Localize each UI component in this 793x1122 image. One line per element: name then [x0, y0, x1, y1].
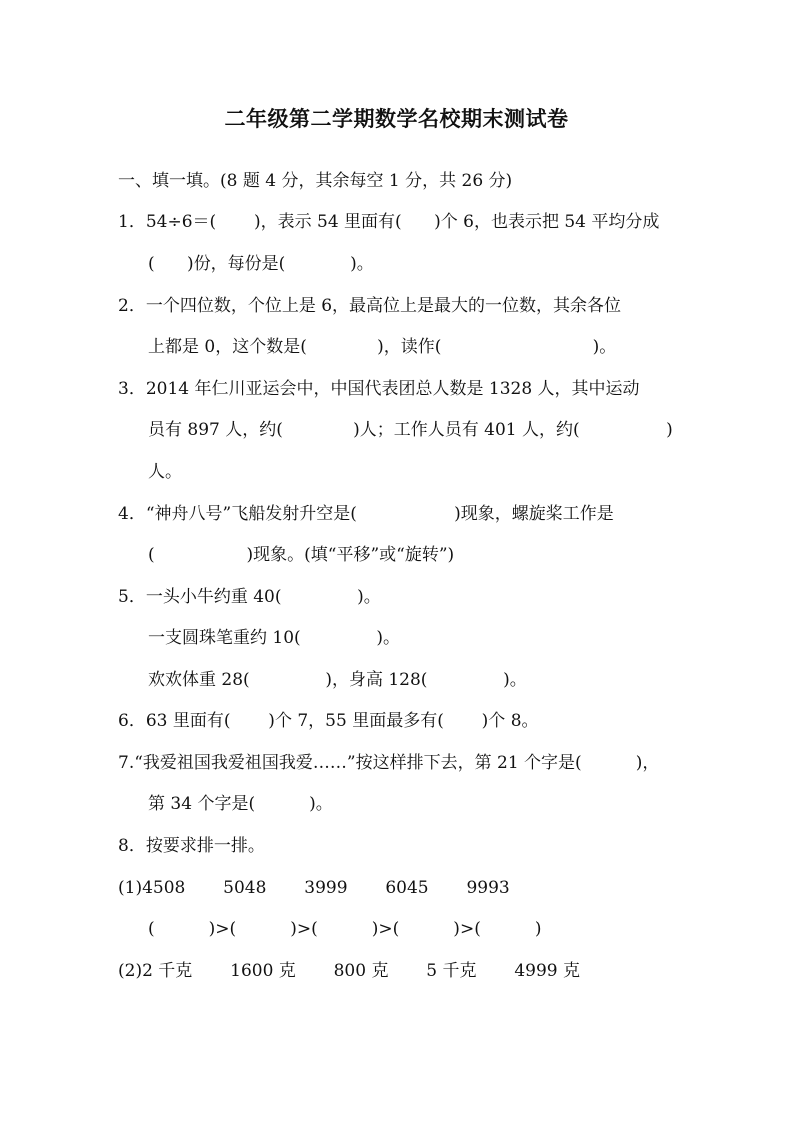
question-4-line-2: ( )现象。(填“平移”或“旋转”): [148, 545, 455, 565]
question-8-line-1: 8．按要求排一排。: [118, 836, 265, 856]
question-2-line-1: 2．一个四位数，个位上是 6，最高位上是最大的一位数，其余各位: [118, 296, 622, 316]
question-3-line-1: 3．2014 年仁川亚运会中，中国代表团总人数是 1328 人，其中运动: [118, 379, 640, 399]
question-7-line-1: 7.“我爱祖国我爱祖国我爱……”按这样排下去，第 21 个字是( )，: [118, 753, 660, 773]
sort-part1-blanks: ( )>( )>( )>( )>( ): [148, 919, 542, 939]
question-2-line-2: 上都是 0，这个数是( )，读作( )。: [148, 337, 617, 357]
question-6-line-1: 6．63 里面有( )个 7，55 里面最多有( )个 8。: [118, 711, 539, 731]
section-heading: 一、填一填。(8 题 4 分，其余每空 1 分，共 26 分): [118, 171, 513, 191]
question-4-line-1: 4．“神舟八号”飞船发射升空是( )现象，螺旋桨工作是: [118, 504, 614, 524]
question-5-line-1: 5．一头小牛约重 40( )。: [118, 587, 381, 607]
question-1-line-1: 1．54÷6＝( )，表示 54 里面有( )个 6，也表示把 54 平均分成: [118, 212, 660, 232]
page-title: 二年级第二学期数学名校期末测试卷: [224, 107, 569, 131]
question-3-line-2: 员有 897 人，约( )人；工作人员有 401 人，约( ): [148, 420, 673, 440]
question-1-line-2: ( )份，每份是( )。: [148, 254, 374, 274]
question-3-line-3: 人。: [148, 462, 182, 482]
sort-part2-numbers: (2)2 千克 1600 克 800 克 5 千克 4999 克: [118, 961, 581, 981]
question-5-line-2: 一支圆珠笔重约 10( )。: [148, 628, 400, 648]
question-5-line-3: 欢欢体重 28( )，身高 128( )。: [148, 670, 527, 690]
question-7-line-2: 第 34 个字是( )。: [148, 794, 333, 814]
sort-part1-numbers: (1)4508 5048 3999 6045 9993: [118, 878, 510, 898]
